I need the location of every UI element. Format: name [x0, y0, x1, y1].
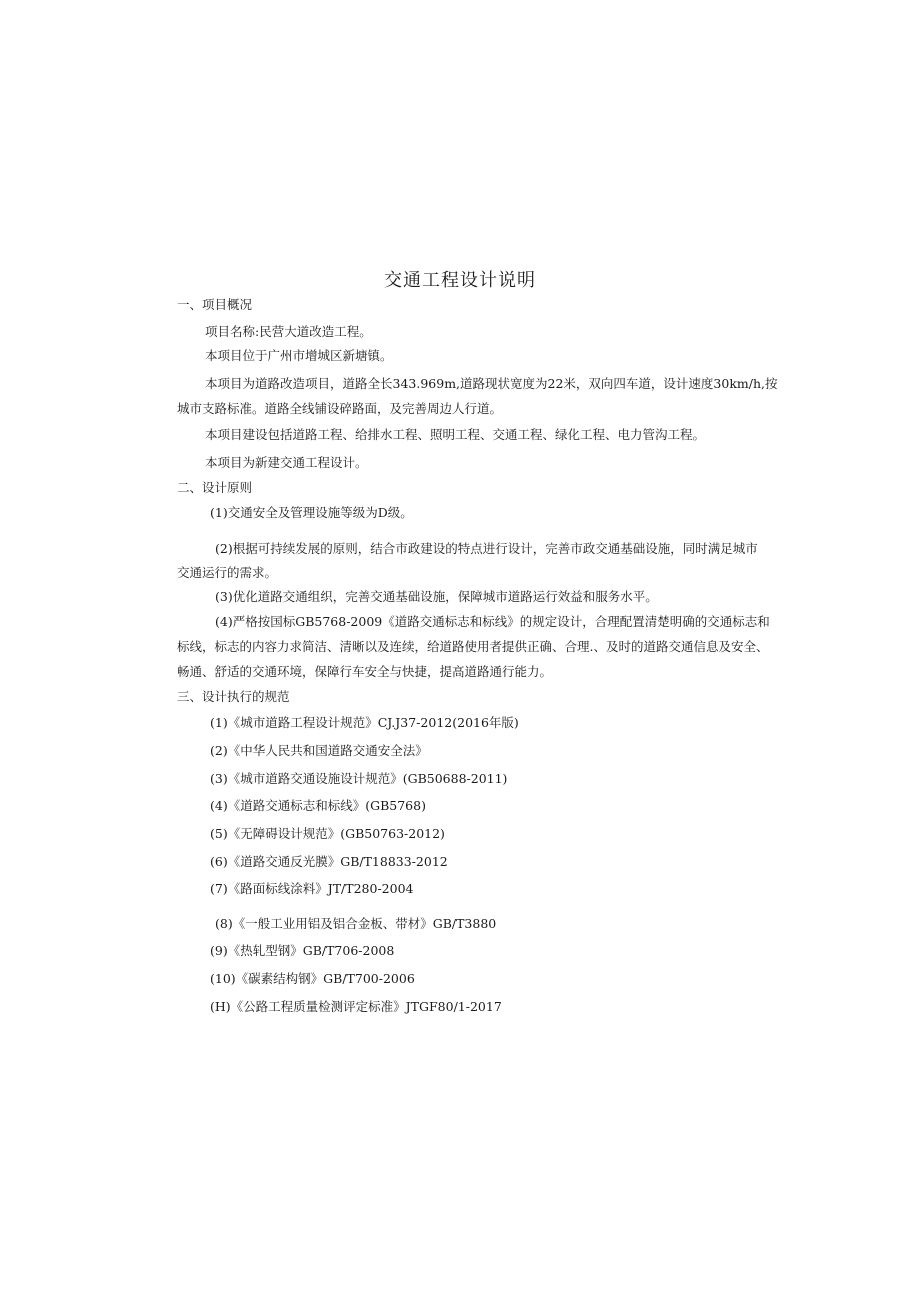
paragraph-location: 本项目位于广州市增城区新塘镇。	[205, 348, 393, 363]
section-heading-standards: 三、设计执行的规范	[177, 689, 290, 704]
list-item: (10)《碳素结构钢》GB/T700-2006	[210, 971, 415, 986]
list-item: (8)《一般工业用铝及铝合金板、带材》GB/T3880	[215, 916, 497, 931]
list-item: (7)《路面标线涂料》JT/T280-2004	[210, 881, 414, 896]
principle-3: (3)优化道路交通组织，完善交通基础设施，保障城市道路运行效益和服务水平。	[215, 589, 658, 604]
list-item: (3)《城市道路交通设施设计规范》(GB50688-2011)	[210, 771, 508, 786]
document-title: 交通工程设计说明	[384, 270, 536, 291]
paragraph-scope-line2: 城市支路标准。道路全线铺设碎路面，及完善周边人行道。	[177, 401, 503, 416]
paragraph-scope-line1: 本项目为道路改造项目，道路全长343.969m,道路现状宽度为22米，双向四车道，设计速度30km/h,按	[205, 376, 778, 391]
list-item: (9)《热轧型钢》GB/T706-2008	[210, 943, 395, 958]
principle-2-line1: (2)根据可持续发展的原则，结合市政建设的特点进行设计，完善市政交通基础设施，同时满足城市	[215, 541, 758, 556]
paragraph-new-design: 本项目为新建交通工程设计。	[205, 455, 368, 470]
paragraph-contents: 本项目建设包括道路工程、给排水工程、照明工程、交通工程、绿化工程、电力管沟工程。	[205, 427, 706, 442]
list-item: (5)《无障碍设计规范》(GB50763-2012)	[210, 826, 445, 841]
list-item: (H)《公路工程质量检测评定标准》JTGF80/1-2017	[210, 999, 502, 1014]
principle-4-line2: 标线，标志的内容力求简洁、清晰以及连续，给道路使用者提供正确、合理.、及时的道路交通信息及安全、	[177, 639, 769, 654]
list-item: (6)《道路交通反光膜》GB/T18833-2012	[210, 854, 448, 869]
principle-1: (1)交通安全及管理设施等级为D级。	[210, 505, 413, 520]
section-heading-overview: 一、项目概况	[177, 297, 253, 312]
principle-4-line3: 畅通、舒适的交通环境，保障行车安全与快捷，提高道路通行能力。	[177, 664, 553, 679]
principle-4-line1: (4)严格按国标GB5768-2009《道路交通标志和标线》的规定设计，合理配置清楚明确的交通标志和	[215, 614, 770, 629]
section-heading-principles: 二、设计原则	[177, 480, 253, 495]
list-item: (2)《中华人民共和国道路交通安全法》	[210, 743, 428, 758]
paragraph-project-name: 项目名称:民营大道改造工程。	[205, 324, 372, 339]
list-item: (4)《道路交通标志和标线》(GB5768)	[210, 798, 426, 813]
principle-2-line2: 交通运行的需求。	[177, 565, 278, 580]
list-item: (1)《城市道路工程设计规范》CJ.J37-2012(2016年版)	[210, 715, 519, 730]
